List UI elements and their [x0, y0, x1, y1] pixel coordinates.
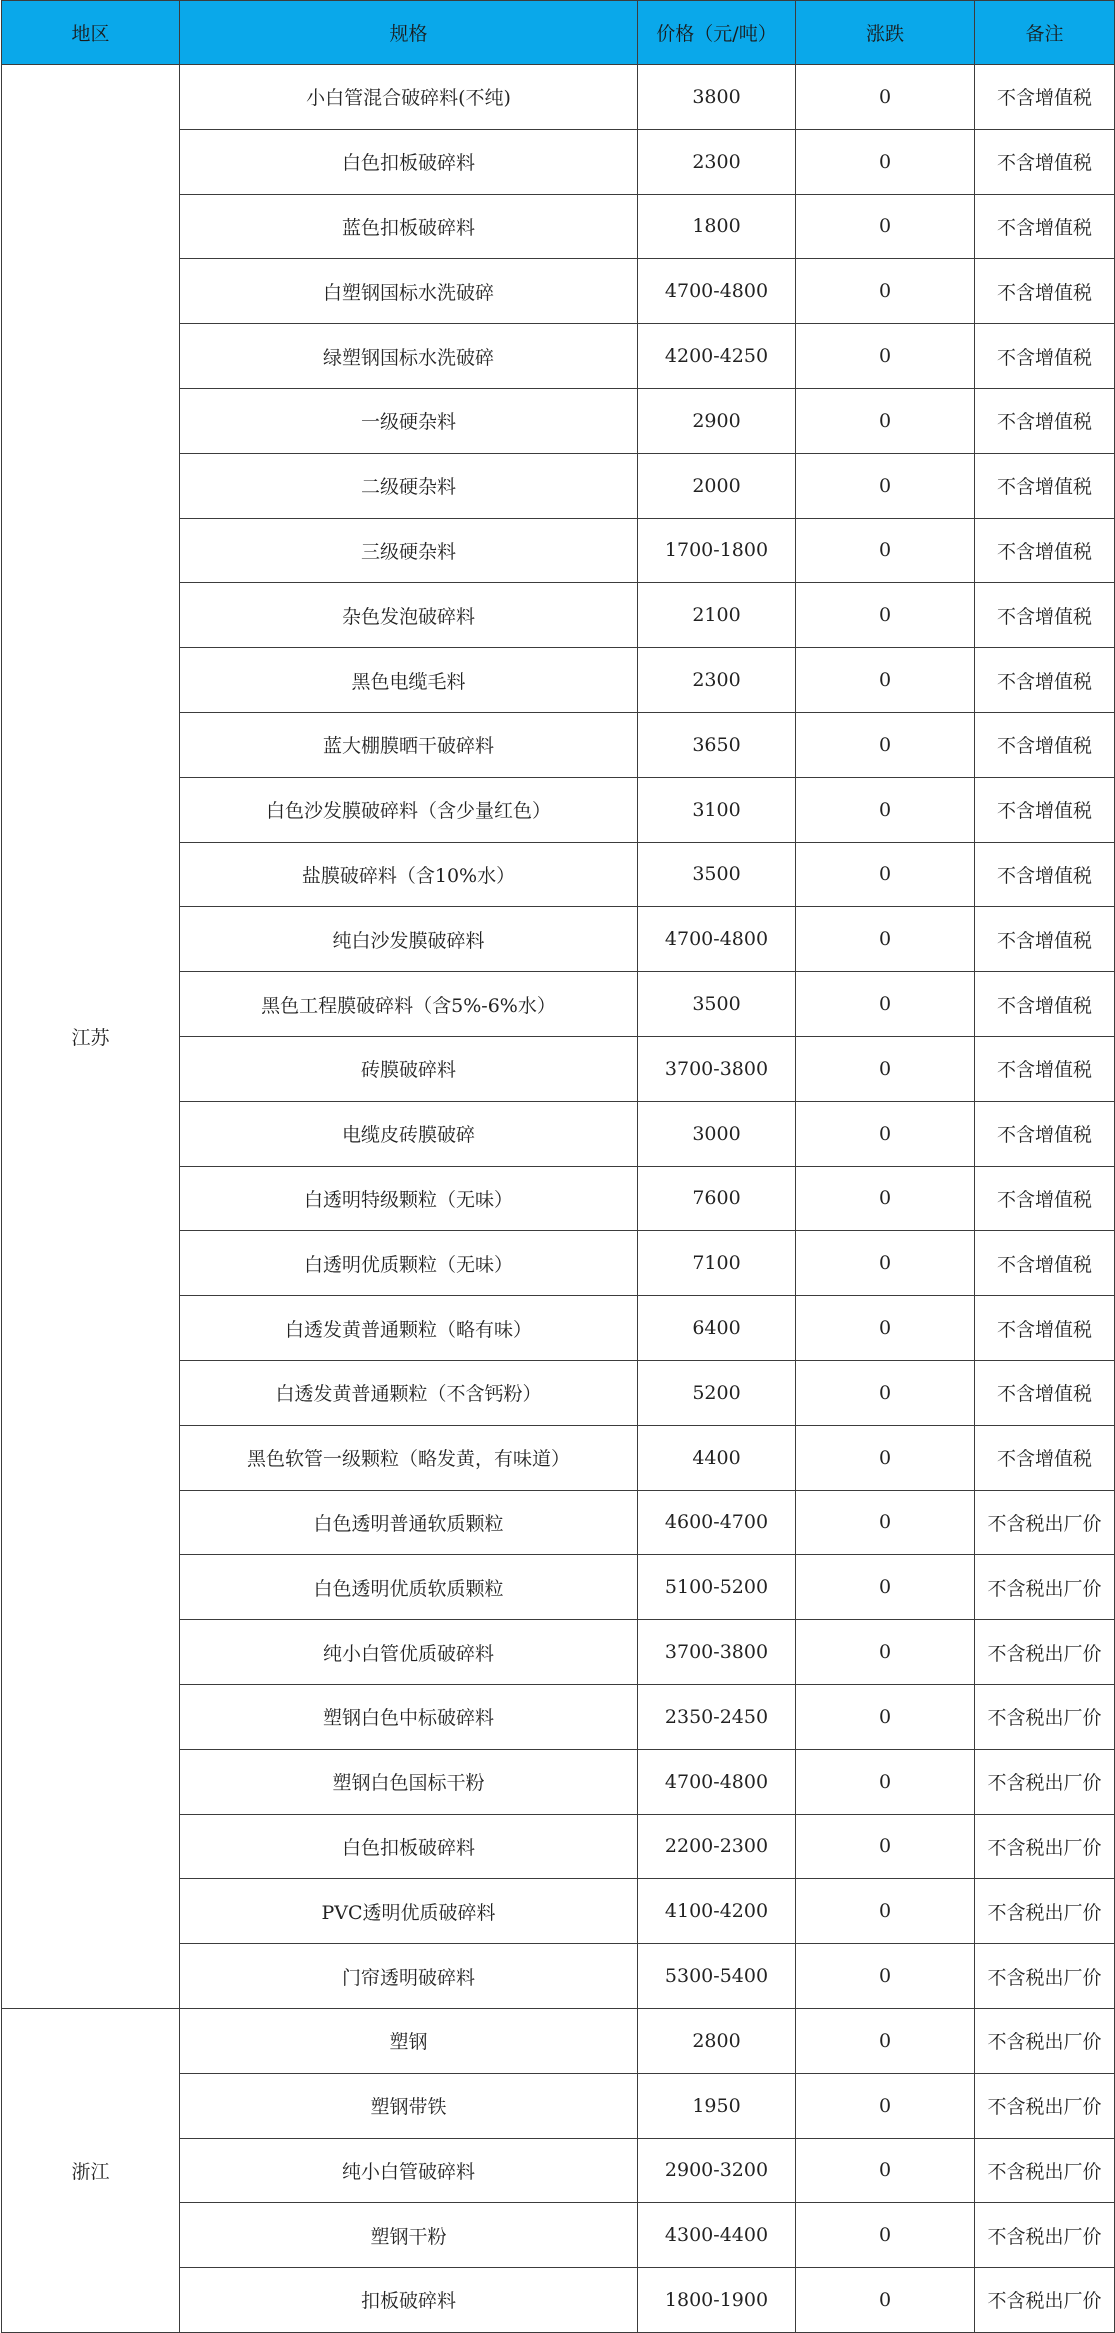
change-cell: 0: [796, 129, 975, 194]
spec-cell: 杂色发泡破碎料: [180, 583, 638, 648]
region-cell: 浙江: [2, 2008, 180, 2332]
price-cell: 2300: [638, 129, 796, 194]
price-cell: 4700-4800: [638, 1749, 796, 1814]
note-cell: 不含增值税: [975, 972, 1115, 1037]
note-cell: 不含增值税: [975, 1166, 1115, 1231]
note-cell: 不含税出厂价: [975, 1490, 1115, 1555]
spec-cell: 黑色工程膜破碎料（含5%-6%水）: [180, 972, 638, 1037]
change-cell: 0: [796, 1101, 975, 1166]
note-cell: 不含增值税: [975, 259, 1115, 324]
price-cell: 3700-3800: [638, 1036, 796, 1101]
note-cell: 不含税出厂价: [975, 1749, 1115, 1814]
table-row: [2, 65, 1115, 130]
price-cell: 1800-1900: [638, 2268, 796, 2333]
note-cell: 不含增值税: [975, 388, 1115, 453]
price-cell: 4400: [638, 1425, 796, 1490]
note-cell: 不含税出厂价: [975, 2268, 1115, 2333]
change-cell: 0: [796, 259, 975, 324]
spec-cell: 白色扣板破碎料: [180, 1814, 638, 1879]
spec-cell: PVC透明优质破碎料: [180, 1879, 638, 1944]
spec-cell: 白透发黄普通颗粒（略有味）: [180, 1296, 638, 1361]
spec-cell: 黑色软管一级颗粒（略发黄，有味道）: [180, 1425, 638, 1490]
change-cell: 0: [796, 1360, 975, 1425]
spec-cell: 蓝色扣板破碎料: [180, 194, 638, 259]
change-cell: 0: [796, 1296, 975, 1361]
spec-cell: 二级硬杂料: [180, 453, 638, 518]
price-cell: 3700-3800: [638, 1620, 796, 1685]
note-cell: 不含税出厂价: [975, 1944, 1115, 2009]
note-cell: 不含增值税: [975, 1360, 1115, 1425]
note-cell: 不含增值税: [975, 1425, 1115, 1490]
price-cell: 3650: [638, 712, 796, 777]
spec-cell: 门帘透明破碎料: [180, 1944, 638, 2009]
spec-cell: 白透明优质颗粒（无味）: [180, 1231, 638, 1296]
note-cell: 不含税出厂价: [975, 2203, 1115, 2268]
region-cell: 江苏: [2, 65, 180, 2009]
spec-cell: 白透明特级颗粒（无味）: [180, 1166, 638, 1231]
price-cell: 4700-4800: [638, 259, 796, 324]
spec-cell: 纯白沙发膜破碎料: [180, 907, 638, 972]
change-cell: 0: [796, 1684, 975, 1749]
change-cell: 0: [796, 2138, 975, 2203]
spec-cell: 塑钢白色国标干粉: [180, 1749, 638, 1814]
note-cell: 不含增值税: [975, 712, 1115, 777]
price-cell: 3100: [638, 777, 796, 842]
price-cell: 2350-2450: [638, 1684, 796, 1749]
table-header: [2, 1, 1115, 65]
spec-cell: 纯小白管破碎料: [180, 2138, 638, 2203]
spec-cell: 绿塑钢国标水洗破碎: [180, 324, 638, 389]
note-cell: 不含税出厂价: [975, 2008, 1115, 2073]
note-cell: 不含增值税: [975, 1296, 1115, 1361]
spec-cell: 砖膜破碎料: [180, 1036, 638, 1101]
note-cell: 不含增值税: [975, 194, 1115, 259]
price-cell: 5100-5200: [638, 1555, 796, 1620]
change-cell: 0: [796, 1166, 975, 1231]
change-cell: 0: [796, 1620, 975, 1685]
change-cell: 0: [796, 1036, 975, 1101]
spec-cell: 白色沙发膜破碎料（含少量红色）: [180, 777, 638, 842]
price-cell: 7100: [638, 1231, 796, 1296]
change-cell: 0: [796, 1749, 975, 1814]
note-cell: 不含增值税: [975, 324, 1115, 389]
header-change: 涨跌: [796, 1, 975, 65]
spec-cell: 塑钢干粉: [180, 2203, 638, 2268]
change-cell: 0: [796, 583, 975, 648]
price-cell: 3800: [638, 65, 796, 130]
change-cell: 0: [796, 324, 975, 389]
spec-cell: 扣板破碎料: [180, 2268, 638, 2333]
header-region: 地区: [2, 1, 180, 65]
price-cell: 2900-3200: [638, 2138, 796, 2203]
change-cell: 0: [796, 194, 975, 259]
price-table: [1, 0, 1115, 2333]
spec-cell: 白色扣板破碎料: [180, 129, 638, 194]
note-cell: 不含税出厂价: [975, 2073, 1115, 2138]
spec-cell: 蓝大棚膜晒干破碎料: [180, 712, 638, 777]
change-cell: 0: [796, 1490, 975, 1555]
price-cell: 7600: [638, 1166, 796, 1231]
price-cell: 1700-1800: [638, 518, 796, 583]
spec-cell: 小白管混合破碎料(不纯): [180, 65, 638, 130]
note-cell: 不含税出厂价: [975, 1879, 1115, 1944]
note-cell: 不含增值税: [975, 777, 1115, 842]
change-cell: 0: [796, 2008, 975, 2073]
change-cell: 0: [796, 1231, 975, 1296]
price-cell: 2800: [638, 2008, 796, 2073]
change-cell: 0: [796, 648, 975, 713]
price-cell: 1950: [638, 2073, 796, 2138]
change-cell: 0: [796, 1879, 975, 1944]
price-cell: 3000: [638, 1101, 796, 1166]
price-cell: 4200-4250: [638, 324, 796, 389]
change-cell: 0: [796, 1555, 975, 1620]
price-cell: 5300-5400: [638, 1944, 796, 2009]
spec-cell: 黑色电缆毛料: [180, 648, 638, 713]
note-cell: 不含增值税: [975, 453, 1115, 518]
note-cell: 不含税出厂价: [975, 1814, 1115, 1879]
spec-cell: 塑钢带铁: [180, 2073, 638, 2138]
header-price: 价格（元/吨）: [638, 1, 796, 65]
spec-cell: 塑钢白色中标破碎料: [180, 1684, 638, 1749]
change-cell: 0: [796, 388, 975, 453]
price-cell: 2200-2300: [638, 1814, 796, 1879]
change-cell: 0: [796, 972, 975, 1037]
note-cell: 不含增值税: [975, 648, 1115, 713]
note-cell: 不含税出厂价: [975, 2138, 1115, 2203]
price-cell: 2300: [638, 648, 796, 713]
change-cell: 0: [796, 1425, 975, 1490]
spec-cell: 一级硬杂料: [180, 388, 638, 453]
note-cell: 不含税出厂价: [975, 1684, 1115, 1749]
spec-cell: 三级硬杂料: [180, 518, 638, 583]
note-cell: 不含增值税: [975, 65, 1115, 130]
spec-cell: 盐膜破碎料（含10%水）: [180, 842, 638, 907]
note-cell: 不含税出厂价: [975, 1620, 1115, 1685]
note-cell: 不含税出厂价: [975, 1555, 1115, 1620]
change-cell: 0: [796, 712, 975, 777]
note-cell: 不含增值税: [975, 1036, 1115, 1101]
price-cell: 2900: [638, 388, 796, 453]
header-spec: 规格: [180, 1, 638, 65]
price-cell: 6400: [638, 1296, 796, 1361]
table-row: [2, 2008, 1115, 2073]
spec-cell: 白色透明普通软质颗粒: [180, 1490, 638, 1555]
price-cell: 4600-4700: [638, 1490, 796, 1555]
spec-cell: 白透发黄普通颗粒（不含钙粉）: [180, 1360, 638, 1425]
change-cell: 0: [796, 842, 975, 907]
price-cell: 4100-4200: [638, 1879, 796, 1944]
header-note: 备注: [975, 1, 1115, 65]
note-cell: 不含增值税: [975, 1231, 1115, 1296]
header-row: [2, 1, 1115, 65]
change-cell: 0: [796, 1814, 975, 1879]
price-cell: 4700-4800: [638, 907, 796, 972]
change-cell: 0: [796, 2268, 975, 2333]
spec-cell: 白色透明优质软质颗粒: [180, 1555, 638, 1620]
price-cell: 3500: [638, 972, 796, 1037]
note-cell: 不含增值税: [975, 907, 1115, 972]
spec-cell: 白塑钢国标水洗破碎: [180, 259, 638, 324]
price-cell: 2100: [638, 583, 796, 648]
note-cell: 不含增值税: [975, 583, 1115, 648]
price-cell: 2000: [638, 453, 796, 518]
note-cell: 不含增值税: [975, 1101, 1115, 1166]
note-cell: 不含增值税: [975, 129, 1115, 194]
change-cell: 0: [796, 2203, 975, 2268]
price-cell: 3500: [638, 842, 796, 907]
change-cell: 0: [796, 518, 975, 583]
price-cell: 1800: [638, 194, 796, 259]
change-cell: 0: [796, 453, 975, 518]
spec-cell: 电缆皮砖膜破碎: [180, 1101, 638, 1166]
price-cell: 4300-4400: [638, 2203, 796, 2268]
spec-cell: 纯小白管优质破碎料: [180, 1620, 638, 1685]
change-cell: 0: [796, 1944, 975, 2009]
table-body: [2, 65, 1115, 2333]
change-cell: 0: [796, 777, 975, 842]
price-cell: 5200: [638, 1360, 796, 1425]
spec-cell: 塑钢: [180, 2008, 638, 2073]
change-cell: 0: [796, 65, 975, 130]
change-cell: 0: [796, 907, 975, 972]
change-cell: 0: [796, 2073, 975, 2138]
note-cell: 不含增值税: [975, 518, 1115, 583]
note-cell: 不含增值税: [975, 842, 1115, 907]
